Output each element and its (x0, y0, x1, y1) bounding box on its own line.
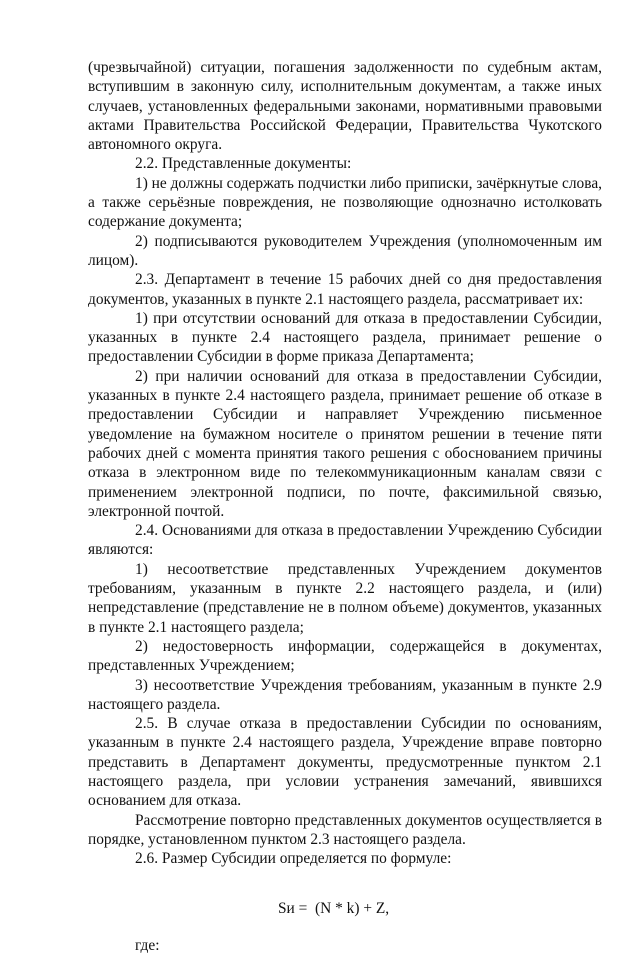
paragraph-2-3-item-2: 2) при наличии оснований для отказа в предоставлении Субсидии, указанных в пункте 2.4 настоящего раздела, принимает решение об отказе в предоставлении Субсидии и направляет Учреждению письменное уведомление на бумажном носителе о принятом решении в течение пяти рабочих дней с момента принятия такого решения с обоснованием причины отказа в электронном виде по телекоммуникационным каналам связи с применением электронной подписи, по почте, факсимильной связью, электронной почтой. (88, 367, 602, 520)
paragraph-2-2-heading: 2.2. Представленные документы: (135, 155, 352, 173)
paragraph-2-4-item-1: 1) несоответствие представленных Учреждением документов требованиям, указанным в пункте 2.2 настоящего раздела, и (или) непредставление (представление не в полном объеме) документов, указанных в пункте 2.1 настоящего раздела; (88, 560, 602, 636)
paragraph-2-4-item-3: 3) несоответствие Учреждения требованиям, указанным в пункте 2.9 настоящего раздела. (88, 676, 602, 713)
paragraph-2-3-heading: 2.3. Департамент в течение 15 рабочих дней со дня предоставления документов, указанных в пункте 2.1 настоящего раздела, рассматривает их: (88, 271, 602, 308)
paragraph-2-5-resubmission: Рассмотрение повторно представленных документов осуществляется в порядке, установленном пунктом 2.3 настоящего раздела. (88, 811, 602, 848)
document-page (88, 58, 602, 955)
paragraph-2-2-item-1: 1) не должны содержать подчистки либо приписки, зачёркнутые слова, а также серьёзные повреждения, не позволяющие однозначно истолковать содержание документа; (88, 174, 602, 231)
paragraph-2-2-item-2: 2) подписываются руководителем Учреждения (уполномоченным им лицом). (88, 232, 602, 269)
formula-where-label: где: (135, 936, 160, 954)
paragraph-2-4-item-2: 2) недостоверность информации, содержащейся в документах, представленных Учреждением; (88, 637, 602, 675)
subsidy-formula: Sи = (N * k) + Z, (278, 900, 390, 918)
paragraph-2-5: 2.5. В случае отказа в предоставлении Субсидии по основаниям, указанным в пункте 2.4 настоящего раздела, Учреждение вправе повторно представить в Департамент документы, предусмотренные пунктом 2.1 настоящего раздела, при условии устранения замечаний, явившихся основанием для отказа. (88, 715, 602, 810)
paragraph-2-3-item-1: 1) при отсутствии оснований для отказа в предоставлении Субсидии, указанных в пункте 2.4 настоящего раздела, принимает решение о предоставлении Субсидии в форме приказа Департамента; (88, 309, 602, 366)
paragraph-continuation: (чрезвычайной) ситуации, погашения задолженности по судебным актам, вступившим в законную силу, исполнительным документам, а также иных случаев, установленных федеральными законами, нормативными правовыми актами Правительства Российской Федерации, Правительства Чукотского автономного округа. (88, 59, 602, 154)
paragraph-2-6: 2.6. Размер Субсидии определяется по формуле: (135, 850, 452, 868)
paragraph-2-4-heading: 2.4. Основаниями для отказа в предоставлении Учреждению Субсидии являются: (88, 522, 602, 559)
